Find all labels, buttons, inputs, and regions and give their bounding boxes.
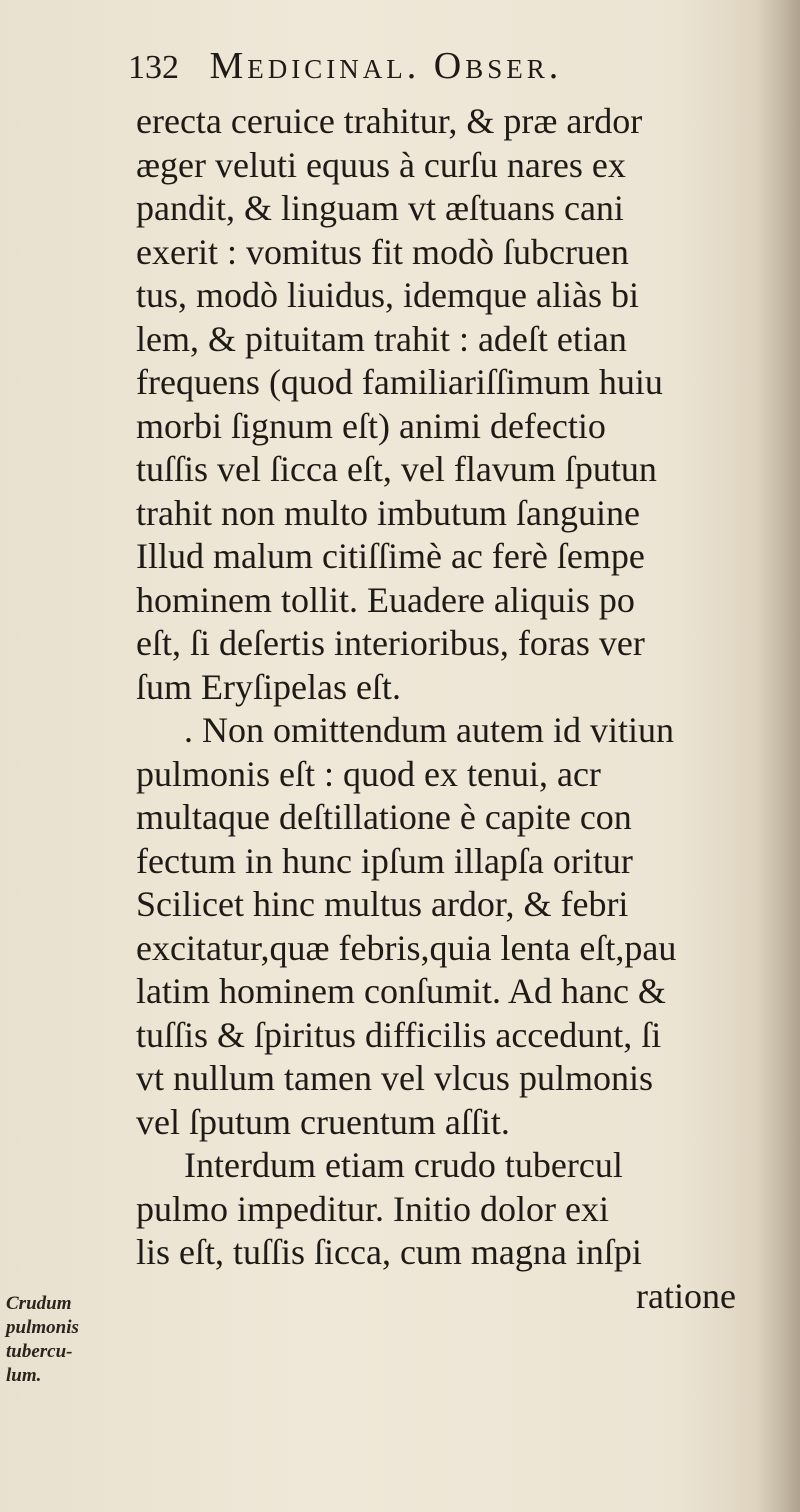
- text-line: fectum in hunc ipſum illapſa oritur: [136, 840, 633, 881]
- margin-note-line: lum.: [6, 1365, 42, 1386]
- text-line: Scilicet hinc multus ardor, & febri: [136, 884, 629, 924]
- text-line: lis eſt, tuſſis ſicca, cum magna inſpi: [136, 1232, 642, 1272]
- text-line: ratione: [636, 1275, 736, 1316]
- text-line: ſum Eryſipelas eſt.: [136, 666, 401, 707]
- body-text: [136, 100, 796, 1318]
- text-line: pulmonis eſt : quod ex tenui, acr: [136, 753, 601, 794]
- text-line: erecta ceruice trahitur, & præ ardor: [136, 101, 643, 141]
- text-line: Illud malum citiſſimè ac ferè ſempe: [136, 536, 645, 576]
- text-line: frequens (quod familiariſſimum huiu: [136, 362, 663, 402]
- margin-note: [6, 1292, 126, 1388]
- text-line: exerit : vomitus fit modò ſubcruen: [136, 231, 629, 272]
- text-line: hominem tollit. Euadere aliquis po: [136, 579, 635, 620]
- text-line: multaque deſtillatione è capite con: [136, 797, 632, 837]
- text-line: trahit non multo imbutum ſanguine: [136, 492, 640, 533]
- running-header: [128, 44, 748, 100]
- text-line: pandit, & linguam vt æſtuans cani: [136, 188, 624, 228]
- margin-note-line: tubercu-: [6, 1341, 73, 1362]
- text-line: vt nullum tamen vel vlcus pulmonis: [136, 1058, 653, 1098]
- text-line: Interdum etiam crudo tubercul: [184, 1145, 623, 1185]
- text-line: æger veluti equus à curſu nares ex: [136, 144, 626, 185]
- text-line: latim hominem conſumit. Ad hanc &: [136, 971, 666, 1011]
- text-line: lem, & pituitam trahit : adeſt etian: [136, 318, 627, 359]
- text-line: morbi ſignum eſt) animi defectio: [136, 405, 606, 446]
- margin-note-line: Crudum: [6, 1293, 72, 1314]
- running-title: Medicinal. Obser.: [209, 45, 563, 87]
- text-line: tus, modò liuidus, idemque aliàs bi: [136, 275, 639, 315]
- text-line: vel ſputum cruentum aſſit.: [136, 1101, 510, 1142]
- margin-note-line: pulmonis: [6, 1317, 79, 1338]
- text-line: pulmo impeditur. Initio dolor exi: [136, 1188, 609, 1229]
- text-line: . Non omittendum autem id vitiun: [184, 710, 674, 750]
- text-line: eſt, ſi deſertis interioribus, foras ver: [136, 623, 645, 663]
- text-line: excitatur,quæ febris,quia lenta eſt,pau: [136, 927, 677, 968]
- text-line: tuſſis vel ſicca eſt, vel flavum ſputun: [136, 449, 657, 489]
- text-line: tuſſis & ſpiritus difficilis accedunt, ſi: [136, 1014, 662, 1055]
- page-number: 132: [128, 49, 179, 86]
